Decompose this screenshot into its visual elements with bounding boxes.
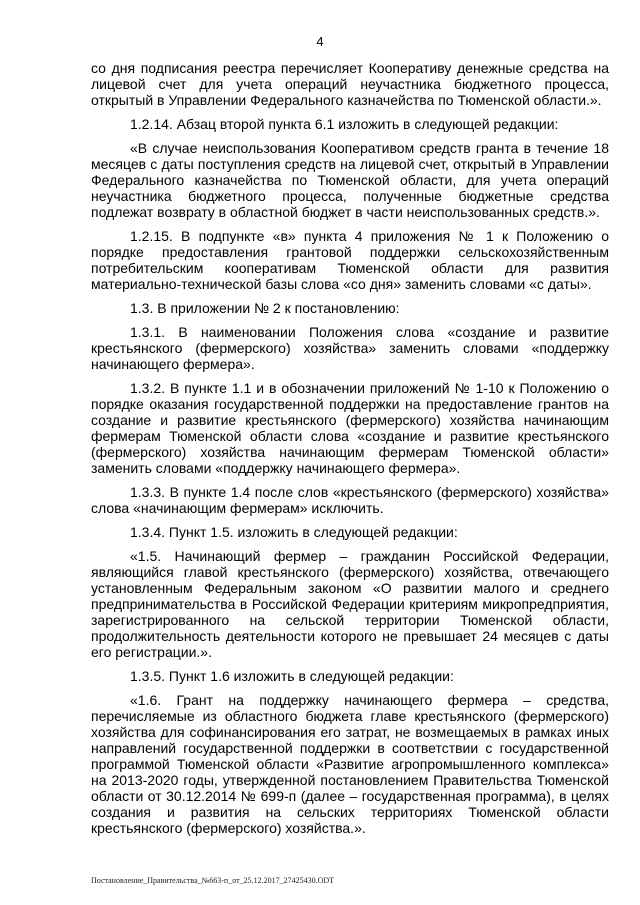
paragraph: 1.2.15. В подпункте «в» пункта 4 приложения № 1 к Положению о порядке предоставления грантовой поддержки сельскохозяйственным потребительским кооперативам Тюменской области для развития материально-технической базы слова «со дня» заменить словами «с даты».: [91, 228, 609, 292]
page-number: 4: [316, 34, 324, 49]
paragraph: 1.3.2. В пункте 1.1 и в обозначении приложений № 1-10 к Положению о порядке оказания государственной поддержки на предоставление грантов на создание и развитие крестьянского (фермерского) хозяйства начинающим фермерам Тюменской области слова «создание и развитие крестьянского (фермерского) хозяйства начинающим фермерам Тюменской области» заменить словами «поддержку начинающего фермера».: [91, 380, 609, 476]
document-body: [91, 60, 609, 844]
paragraph: 1.3.5. Пункт 1.6 изложить в следующей редакции:: [130, 668, 454, 684]
document-footer: Постановление_Правительства_№663-п_от_25.12.2017_27425430.ODT: [91, 876, 335, 885]
paragraph: 1.3. В приложении № 2 к постановлению:: [130, 300, 400, 316]
paragraph: 1.3.4. Пункт 1.5. изложить в следующей редакции:: [130, 524, 458, 540]
paragraph: «В случае неиспользования Кооперативом средств гранта в течение 18 месяцев с даты поступления средств на лицевой счет, открытый в Управлении Федерального казначейства по Тюменской области, для учета операций неучастника бюджетного процесса, полученные бюджетные средства подлежат возврату в областной бюджет в части неиспользованных средств.».: [91, 140, 609, 220]
paragraph: со дня подписания реестра перечисляет Кооперативу денежные средства на лицевой счет для учета операций неучастника бюджетного процесса, открытый в Управлении Федерального казначейства по Тюменской области.».: [91, 60, 609, 108]
paragraph: 1.2.14. Абзац второй пункта 6.1 изложить в следующей редакции:: [130, 116, 559, 132]
paragraph: «1.5. Начинающий фермер – гражданин Российской Федерации, являющийся главой крестьянского (фермерского) хозяйства, отвечающего установленным Федеральным законом «О развитии малого и среднего предпринимательства в Российской Федерации критериям микропредприятия, зарегистрированного на сельской территории Тюменской области, продолжительность деятельности которого не превышает 24 месяцев с даты его регистрации.».: [91, 548, 609, 660]
paragraph: «1.6. Грант на поддержку начинающего фермера – средства, перечисляемые из областного бюджета главе крестьянского (фермерского) хозяйства для софинансирования его затрат, не возмещаемых в рамках иных направлений государственной поддержки в соответствии с государственной программой Тюменской области «Развитие агропромышленного комплекса» на 2013-2020 годы, утвержденной постановлением Правительства Тюменской области от 30.12.2014 № 699-п (далее – государственная программа), в целях создания и развития на сельских территориях Тюменской области крестьянского (фермерского) хозяйства.».: [91, 692, 609, 836]
paragraph: 1.3.3. В пункте 1.4 после слов «крестьянского (фермерского) хозяйства» слова «начинающим фермерам» исключить.: [91, 484, 609, 516]
paragraph: 1.3.1. В наименовании Положения слова «создание и развитие крестьянского (фермерского) хозяйства» заменить словами «поддержку начинающего фермера».: [91, 324, 609, 372]
